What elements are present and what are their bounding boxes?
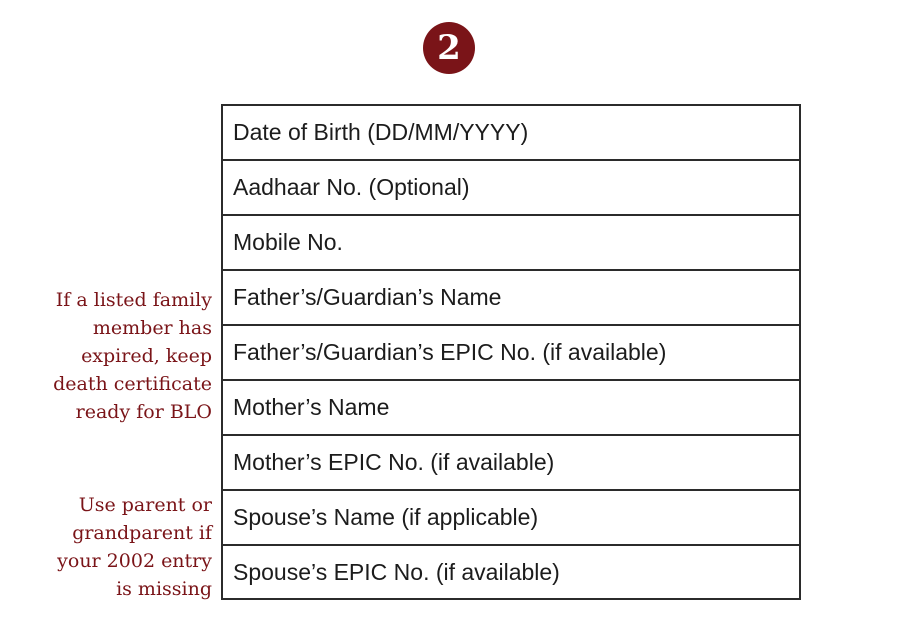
form-fields-table xyxy=(221,104,801,600)
note-line: your 2002 entry xyxy=(57,550,212,572)
field-mother-epic: Mother’s EPIC No. (if available) xyxy=(223,436,799,491)
note-line: ready for BLO xyxy=(75,401,212,423)
parent-entry-note xyxy=(57,491,212,603)
family-member-note xyxy=(53,286,212,426)
note-line: If a listed family xyxy=(55,289,212,311)
note-line: expired, keep xyxy=(81,345,212,367)
field-spouse-name: Spouse’s Name (if applicable) xyxy=(223,491,799,546)
field-spouse-epic: Spouse’s EPIC No. (if available) xyxy=(233,558,560,585)
note-line: grandparent if xyxy=(72,522,212,544)
note-line: is missing xyxy=(116,578,212,600)
step-number-badge: 2 xyxy=(423,22,475,74)
field-mother-name: Mother’s Name xyxy=(223,381,799,436)
note-line: member has xyxy=(92,317,212,339)
note-line: death certificate xyxy=(53,373,212,395)
note-line: Use parent or xyxy=(78,494,212,516)
field-date-of-birth: Date of Birth (DD/MM/YYYY) xyxy=(223,106,799,161)
field-mobile-no: Mobile No. xyxy=(223,216,799,271)
field-father-guardian-epic: Father’s/Guardian’s EPIC No. (if available) xyxy=(223,326,799,381)
field-father-guardian-name: Father’s/Guardian’s Name xyxy=(223,271,799,326)
field-aadhaar-no: Aadhaar No. (Optional) xyxy=(223,161,799,216)
